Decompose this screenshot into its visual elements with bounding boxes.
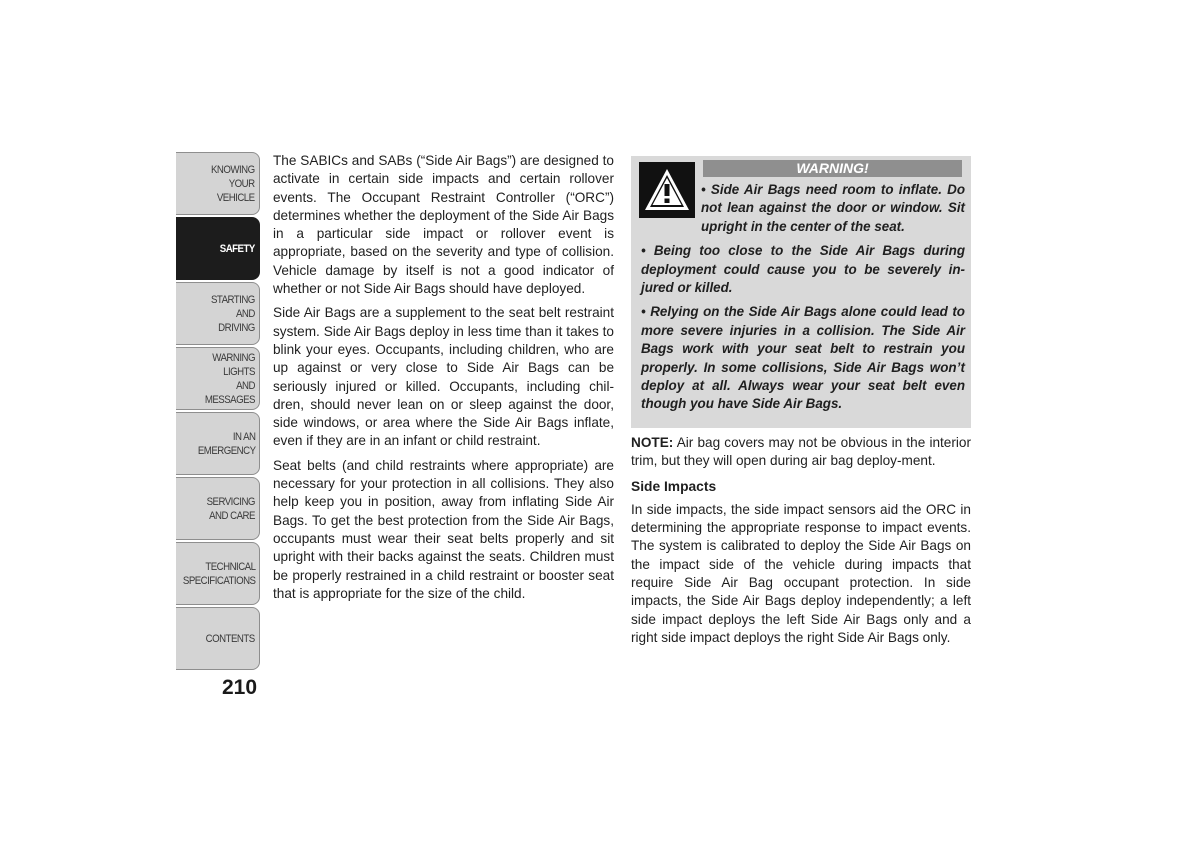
tab-knowing-your-vehicle[interactable] <box>176 152 260 215</box>
tab-label: TECHNICAL SPECIFICATIONS <box>182 560 255 587</box>
tab-servicing-and-care[interactable] <box>176 477 260 540</box>
tab-label: CONTENTS <box>205 632 255 645</box>
warning-item: • Side Air Bags need room to inflate. Do not lean against the door or window. Sit upright in the center of the seat. <box>701 182 965 234</box>
page-number: 210 <box>222 676 258 699</box>
section-heading: Side Impacts <box>631 479 717 495</box>
tab-label: SERVICING AND CARE <box>206 495 255 522</box>
paragraph: Seat belts (and child restraints where appropriate) are necessary for your protection in all collisions. They also help keep you in position, away from inflating Side Air Bags. To get the best protection from the Side Air Bags, occupants must wear their seat belts properly and sit upright with their backs against the seats. Children must be properly restrained in a child restraint or booster seat that is appropriate for the size of the child. <box>273 457 614 601</box>
tab-warning-lights-and-messages[interactable] <box>176 347 260 410</box>
tab-label: IN AN EMERGENCY <box>197 430 255 457</box>
paragraph: In side impacts, the side impact sensors aid the ORC in determining the appropriate response to impact events. The system is calibrated to deploy the Side Air Bags on the impact side of the vehicle during impacts that require Side Air Bag occupant protection. In side impacts, the Side Air Bags deploy independently; a left side impact deploys the left Side Air Bags only and a right side impact deploys the right Side Air Bags only. <box>631 501 971 645</box>
note-paragraph <box>631 434 971 471</box>
note-label: NOTE: <box>631 434 674 450</box>
warning-item: • Being too close to the Side Air Bags during deployment could cause you to be severely in-jured or killed. <box>641 243 965 296</box>
warning-triangle-icon <box>639 162 695 218</box>
warning-box <box>631 156 971 428</box>
right-column <box>631 156 971 653</box>
tab-label: SAFETY <box>219 242 255 255</box>
tab-contents[interactable] <box>176 607 260 670</box>
left-column <box>273 152 614 609</box>
tab-starting-and-driving[interactable] <box>176 282 260 345</box>
note-text: Air bag covers may not be obvious in the interior trim, but they will open during air bag deploy-ment. <box>631 434 971 469</box>
tab-safety[interactable] <box>176 217 260 280</box>
tab-label: WARNING LIGHTS AND MESSAGES <box>204 351 255 406</box>
tab-in-an-emergency[interactable] <box>176 412 260 475</box>
warning-item: • Relying on the Side Air Bags alone could lead to more severe injuries in a collision. The Side Air Bags work with your seat belt to restrain you properly. In some collisions, Side Air Bags won’t deploy at all. Always wear your seat belt even though you have Side Air Bags. <box>641 304 965 412</box>
warning-title: WARNING! <box>703 160 962 177</box>
tab-label: STARTING AND DRIVING <box>211 293 255 334</box>
paragraph: The SABICs and SABs (“Side Air Bags”) are designed to activate in certain side impacts and certain rollover events. The Occupant Restraint Controller (“ORC”) determines whether the deployment of the Side Air Bags in a particular side impact or rollover event is appropriate, based on the severity and type of collision. Vehicle damage by itself is not a good indicator of whether or not Side Air Bags should have deployed. <box>273 153 614 297</box>
tab-label: KNOWING YOUR VEHICLE <box>211 163 255 204</box>
paragraph: Side Air Bags are a supplement to the seat belt restraint system. Side Air Bags deploy in less time than it takes to blink your eyes. Occupants, including children, who are up against or very close to Side Air Bags can be seriously injured or killed. Occupants, including chil-dren, should never lean on or sleep against the door, side windows, or area where the Side Air Bags inflate, even if they are in an infant or child restraint. <box>273 305 614 449</box>
tab-technical-specifications[interactable] <box>176 542 260 605</box>
